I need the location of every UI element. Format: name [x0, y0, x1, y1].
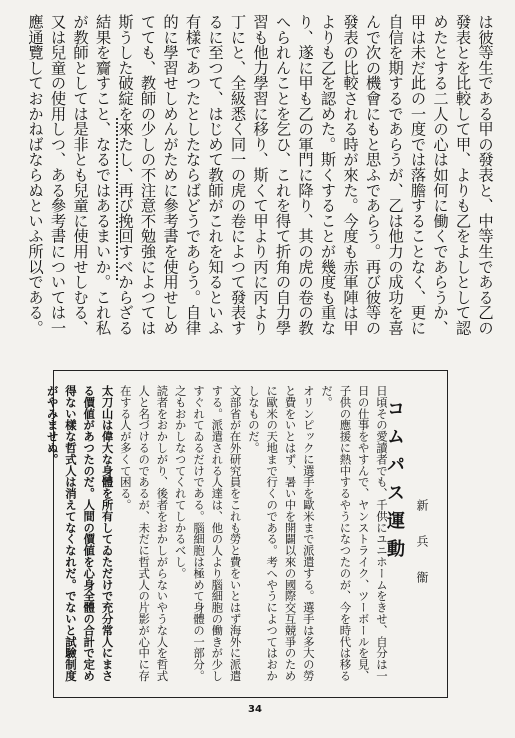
column-paragraph: 太刀山は偉大な身體を所有してゐただけで充分常人にまさる價値があつたのだ。人間の價値を心身全體の合計で定め得ない樣な哲式人は消えてなくなれだ。でないと試驗制度がやみませぬ。 [45, 385, 115, 682]
column-body [45, 385, 391, 685]
page-number: 34 [248, 704, 262, 715]
column-paragraph: 読者をおかしがり、後者をおかしがらないやうな人を哲式人と名づけるのであるが、未だに哲式人の片影が心中に存在する人が多くて困る。 [118, 385, 170, 682]
column-box [45, 370, 448, 698]
column-paragraph: オリンピックに選手を歐米まで派遣する。選手は多大の勞と費をいとはず、暑い中を開闢以來の國際交互競爭のために歐米の天地まで行くのである。考へやうによつてはおかしなものだ。 [246, 385, 316, 682]
column-title: コムパス運動 [384, 399, 405, 567]
main-paragraph: は彼等生である甲の發表と、中等生である乙の發表とを比較して甲、よりも乙をよしとして認めたとする二人の心は如何に働くであらうか、甲は未だ此の一度では落膽することなく、更に自信を期するであらうが、乙は他力の成功を喜んで次の機會にもと思ふであらう。再び彼等の發表の比較される時が來た。今度も赤軍陣は甲よりも乙を認めた。斯くすることが幾度も重なり、遂に甲も乙の軍門に降り、其の虎の卷の教へられんことを乞ひ、これを得て折角の自力學習も他力學習に移り、斯くて甲より丙に丙より丁にと、全級悉く同一の虎の卷によつて發表するに至つて、はじめて教師がこれを知るといふ有樣であつたとしたならばどうであらう。自律的に學習せしめんがために參考書を使用せしめてても、教師の少しの不注意不勉強によつては斯うした破綻を來たし、再び挽回すべからざる結果を齎すこと、なるではあるまいか。これ私が教師としては是非とも兒童に使用せしむる、又は兒童の使用しつ、ある參考書については一應通覽しておかねばならぬといふ所以である。 [26, 14, 494, 336]
column-author: 新 兵 衞 [415, 499, 429, 589]
column-paragraph: 文部省が在外研究員をこれも勞と費をいとはず海外に派遣する。派遣される人達は、他の人より腦細胞の働きが少しすぐれてゐるだけである。腦細胞は極めて身體の一部分。之もおかしなつてくれてしかるべし。 [173, 385, 243, 682]
dotted-divider [116, 118, 122, 280]
main-text [26, 14, 496, 350]
column-paragraph: 日頃その愛讀者でも、千供にユニホームをきせ、自分は一日の仕事をやすんで、ヤンストライク、ツーボールを見、子供の應援に熱中するやうになつたのが、今を時代は移るだ。 [320, 385, 389, 682]
